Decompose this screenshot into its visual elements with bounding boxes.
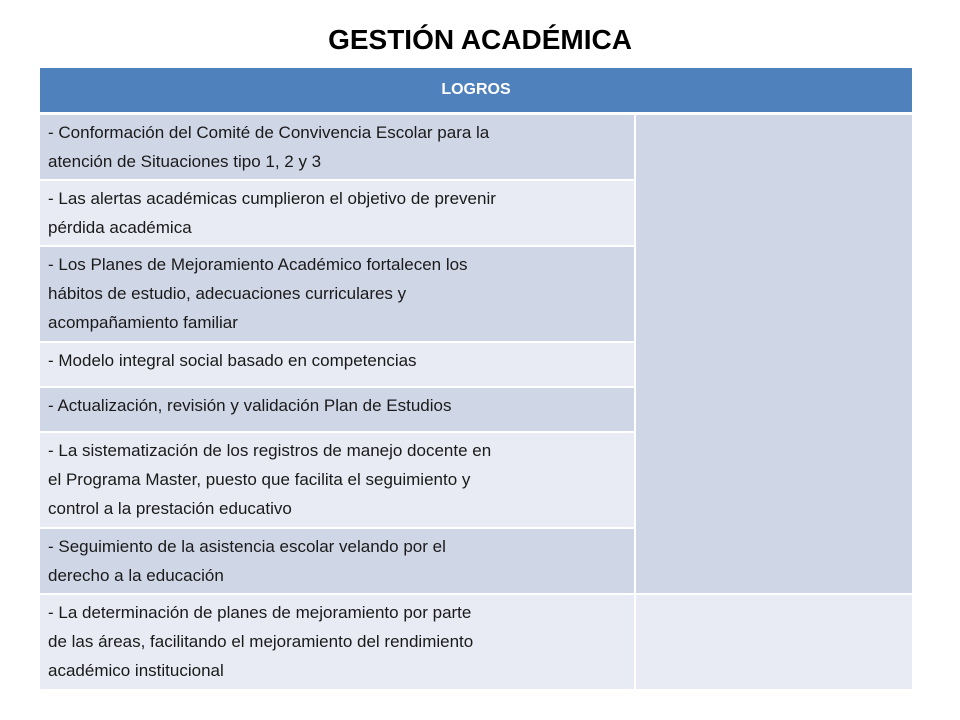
row-4-line-1: - Modelo integral social basado en competencias — [48, 350, 417, 370]
row-3-line-2: hábitos de estudio, adecuaciones curriculares y — [48, 283, 407, 303]
row-8-line-3: académico institucional — [48, 660, 224, 680]
table-row-7 — [39, 528, 635, 594]
row-1-line-2: atención de Situaciones tipo 1, 2 y 3 — [48, 151, 322, 171]
row-6-line-2: el Programa Master, puesto que facilita el seguimiento y — [48, 469, 471, 489]
row-3-line-3: acompañamiento familiar — [48, 312, 238, 332]
logros-table — [38, 66, 914, 691]
table-row-3 — [39, 246, 635, 342]
row-7-line-2: derecho a la educación — [48, 565, 224, 585]
row-1-line-1: - Conformación del Comité de Convivencia Escolar para la — [48, 122, 490, 142]
table-row-5 — [39, 387, 635, 432]
table-row-8 — [39, 594, 635, 690]
row-8-line-1: - La determinación de planes de mejoramiento por parte — [48, 602, 472, 622]
row-2-line-1: - Las alertas académicas cumplieron el objetivo de prevenir — [48, 188, 496, 208]
table-row-1 — [39, 113, 635, 180]
row-6-line-1: - La sistematización de los registros de manejo docente en — [48, 440, 492, 460]
row-8-line-2: de las áreas, facilitando el mejoramiento del rendimiento — [48, 631, 474, 651]
side-column-last-cell — [635, 594, 913, 690]
row-2-line-2: pérdida académica — [48, 217, 192, 237]
table-header: LOGROS — [39, 67, 913, 113]
table-row-4 — [39, 342, 635, 387]
page-title: GESTIÓN ACADÉMICA — [328, 24, 632, 55]
table-row-6 — [39, 432, 635, 528]
side-column-cell — [635, 113, 913, 594]
table-row-2 — [39, 180, 635, 246]
row-7-line-1: - Seguimiento de la asistencia escolar velando por el — [48, 536, 446, 556]
row-6-line-3: control a la prestación educativo — [48, 498, 292, 518]
row-3-line-1: - Los Planes de Mejoramiento Académico fortalecen los — [48, 254, 468, 274]
row-5-line-1: - Actualización, revisión y validación Plan de Estudios — [48, 395, 452, 415]
